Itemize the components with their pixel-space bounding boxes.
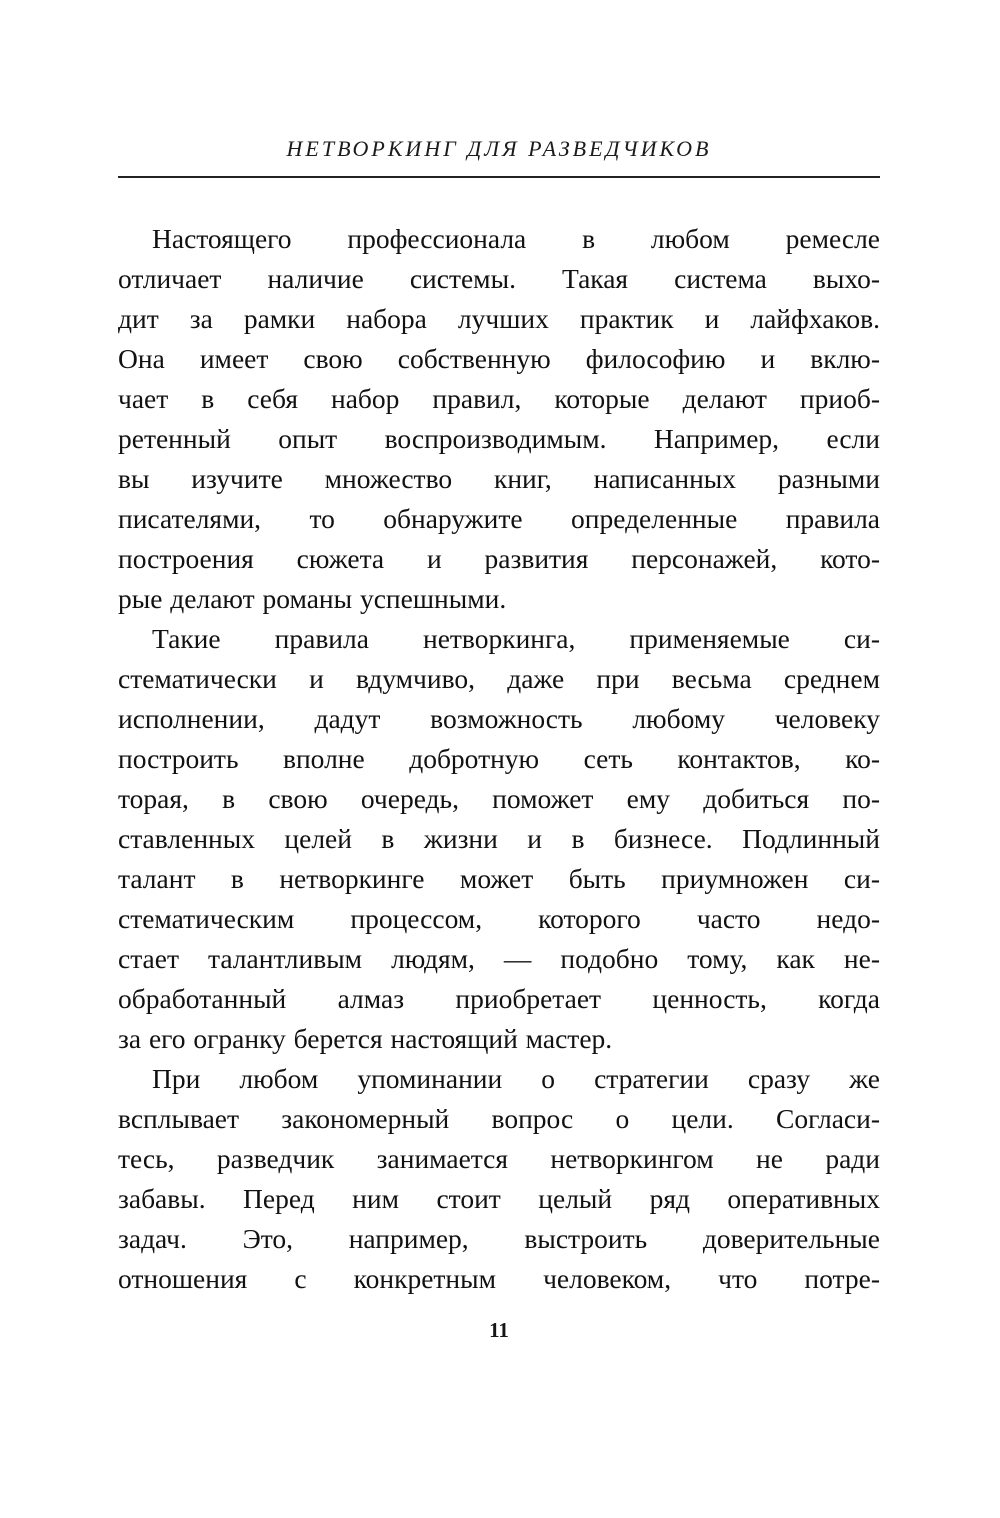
text-line: чает в себя набор правил, которые делают приоб- — [118, 383, 880, 414]
text-line: Настоящего профессионала в любом ремесле — [152, 223, 880, 254]
text-line: стематическим процессом, которого часто недо- — [118, 903, 880, 934]
text-line: отношения с конкретным человеком, что потре- — [118, 1263, 880, 1294]
text-line: ретенный опыт воспроизводимым. Например, если — [118, 423, 880, 454]
text-line: построения сюжета и развития персонажей, кото- — [118, 543, 880, 574]
text-line: стематически и вдумчиво, даже при весьма среднем — [118, 663, 880, 694]
text-line: за его огранку берется настоящий мастер. — [118, 1023, 613, 1054]
text-line: При любом упоминании о стратегии сразу же — [152, 1063, 880, 1094]
text-line: отличает наличие системы. Такая система выхо- — [118, 263, 880, 294]
text-line: тесь, разведчик занимается нетворкингом не ради — [118, 1143, 880, 1174]
text-line: Она имеет свою собственную философию и вклю- — [118, 343, 880, 374]
text-line: построить вполне добротную сеть контактов, ко- — [118, 743, 880, 774]
text-line: всплывает закономерный вопрос о цели. Согласи- — [118, 1103, 880, 1134]
text-line: талант в нетворкинге может быть приумножен си- — [118, 863, 880, 894]
text-line: торая, в свою очередь, поможет ему добиться по- — [118, 783, 880, 814]
header-rule — [118, 176, 880, 178]
text-line: дит за рамки набора лучших практик и лайфхаков. — [118, 303, 880, 334]
page-number: 11 — [489, 1318, 509, 1342]
text-line: исполнении, дадут возможность любому человеку — [118, 703, 880, 734]
text-line: Такие правила нетворкинга, применяемые си- — [152, 623, 880, 654]
text-line: рые делают романы успешными. — [118, 583, 507, 614]
text-line: задач. Это, например, выстроить доверительные — [118, 1223, 880, 1254]
text-line: забавы. Перед ним стоит целый ряд оперативных — [118, 1183, 880, 1214]
text-line: обработанный алмаз приобретает ценность, когда — [118, 983, 880, 1014]
text-line: ставленных целей в жизни и в бизнесе. Подлинный — [118, 823, 880, 854]
running-header: НЕТВОРКИНГ ДЛЯ РАЗВЕДЧИКОВ — [286, 136, 712, 161]
text-line: писателями, то обнаружите определенные правила — [118, 503, 880, 534]
text-line: вы изучите множество книг, написанных разными — [118, 463, 880, 494]
page-body — [118, 219, 880, 1299]
text-line: стает талантливым людям, — подобно тому, как не- — [118, 943, 880, 974]
